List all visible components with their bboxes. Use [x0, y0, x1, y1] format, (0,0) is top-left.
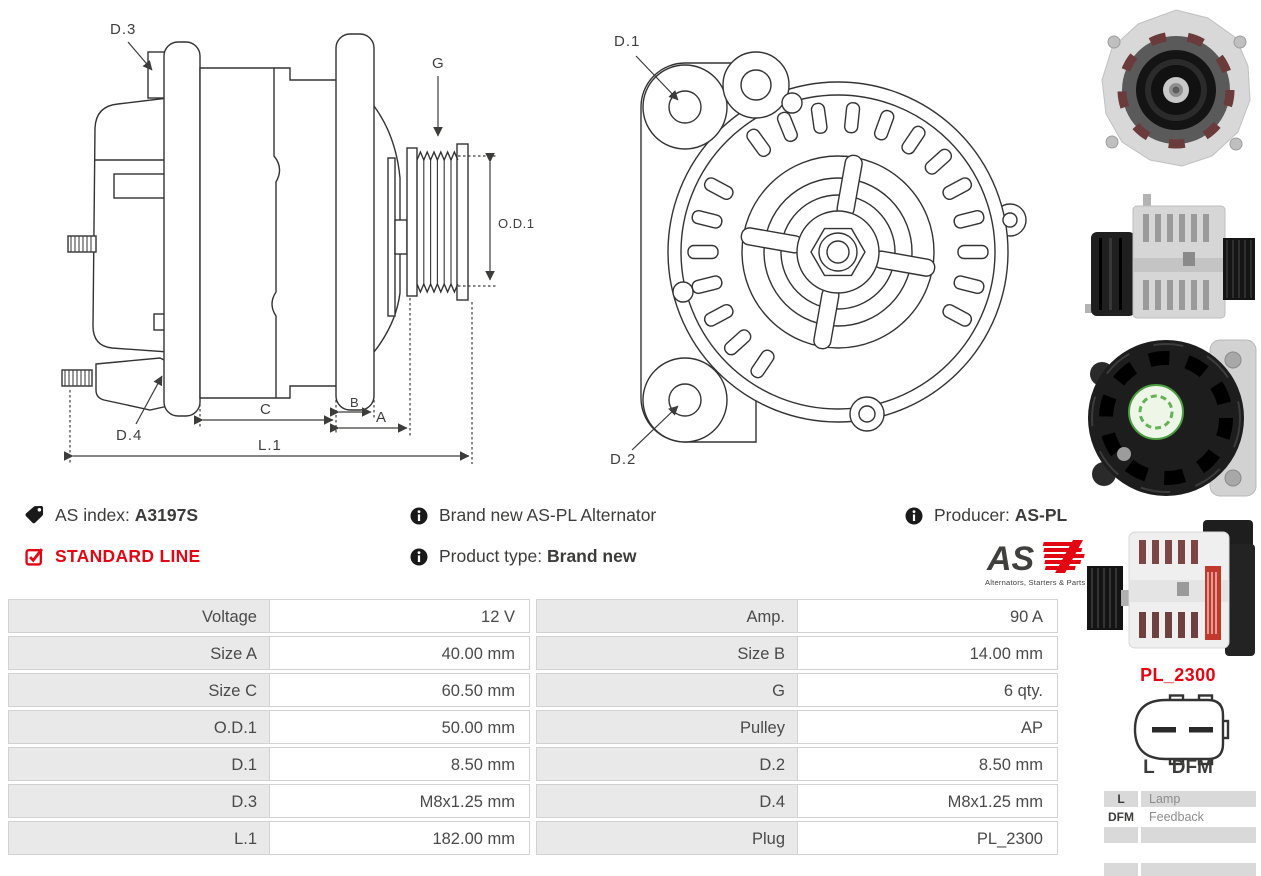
spec-label: D.4 [536, 784, 798, 818]
spec-label: Pulley [536, 710, 798, 744]
spec-table [8, 599, 1058, 858]
product-type-text: Product type: Brand new [439, 546, 637, 566]
spec-value: 8.50 mm [269, 747, 530, 781]
product-type-row [410, 546, 636, 567]
spec-value: M8x1.25 mm [269, 784, 530, 818]
spec-value: 182.00 mm [269, 821, 530, 855]
product-photo-rear [1082, 332, 1261, 504]
info-icon [410, 507, 428, 525]
dim-label-d3: D.3 [110, 21, 137, 38]
as-index-row [25, 505, 198, 526]
spec-label: D.3 [8, 784, 270, 818]
product-photo-front [1090, 2, 1261, 178]
spec-label: O.D.1 [8, 710, 270, 744]
spec-value: 14.00 mm [797, 636, 1058, 670]
dim-label-b: B [350, 395, 360, 410]
legend-row-empty [1104, 827, 1256, 843]
info-icon [905, 507, 923, 525]
dim-label-l1: L.1 [258, 437, 282, 454]
product-photo-side-pulley-right [1085, 180, 1261, 332]
spec-value: M8x1.25 mm [797, 784, 1058, 818]
legend-value: Lamp [1141, 791, 1256, 807]
alternator-front-view-drawing [596, 12, 1028, 478]
info-icon [410, 548, 428, 566]
pin-label-dfm: DFM [1171, 757, 1213, 778]
legend-row-empty [1104, 863, 1256, 876]
spec-label: G [536, 673, 798, 707]
dim-label-g: G [432, 55, 445, 72]
dim-label-od1: O.D.1 [498, 216, 535, 231]
plug-code: PL_2300 [1140, 665, 1216, 685]
spec-label: Voltage [8, 599, 270, 633]
dim-label-d4: D.4 [116, 427, 143, 444]
spec-label: D.1 [8, 747, 270, 781]
table-row [8, 599, 1058, 633]
spec-value: 60.50 mm [269, 673, 530, 707]
spec-value: 12 V [269, 599, 530, 633]
spec-value: 90 A [797, 599, 1058, 633]
legend-row-empty [1104, 845, 1256, 861]
legend-row [1104, 791, 1256, 807]
dim-label-c: C [260, 401, 272, 418]
spec-value: PL_2300 [797, 821, 1058, 855]
spec-label: Size C [8, 673, 270, 707]
table-row [8, 784, 1058, 818]
spec-value: 40.00 mm [269, 636, 530, 670]
tag-icon [25, 506, 44, 525]
table-row [8, 710, 1058, 744]
pin-label-l: L [1143, 757, 1155, 778]
spec-value: 50.00 mm [269, 710, 530, 744]
checkbox-icon [25, 547, 44, 566]
spec-label: L.1 [8, 821, 270, 855]
legend-value: Feedback [1149, 810, 1204, 824]
legend-key: L [1104, 791, 1138, 807]
standard-line-row [25, 546, 201, 567]
spec-value: 6 qty. [797, 673, 1058, 707]
plug-pin-labels [1126, 757, 1230, 779]
table-row [8, 673, 1058, 707]
logo-subtext: Alternators, Starters & Parts [985, 578, 1085, 587]
dim-label-d2: D.2 [610, 451, 637, 468]
as-index-text: AS index: A3197S [55, 505, 199, 525]
plug-legend [1104, 791, 1256, 876]
brand-new-text: Brand new AS-PL Alternator [439, 505, 657, 525]
spec-label: D.2 [536, 747, 798, 781]
spec-label: Amp. [536, 599, 798, 633]
producer-text: Producer: AS-PL [934, 505, 1068, 525]
logo-as-text: AS [987, 540, 1035, 578]
brand-new-row [410, 505, 656, 526]
alternator-side-view-drawing [52, 8, 542, 480]
spec-label: Size B [536, 636, 798, 670]
standard-line-text: STANDARD LINE [55, 546, 201, 566]
product-photo-side-pulley-left [1085, 508, 1261, 660]
legend-row [1104, 809, 1256, 825]
producer-row [905, 505, 1067, 526]
spec-label: Plug [536, 821, 798, 855]
dim-label-a: A [376, 409, 388, 426]
as-pl-logo [985, 537, 1085, 589]
table-row [8, 821, 1058, 855]
spec-label: Size A [8, 636, 270, 670]
dim-label-d1: D.1 [614, 33, 641, 50]
spec-value: 8.50 mm [797, 747, 1058, 781]
legend-key: DFM [1108, 810, 1134, 824]
table-row [8, 747, 1058, 781]
spec-value: AP [797, 710, 1058, 744]
table-row [8, 636, 1058, 670]
